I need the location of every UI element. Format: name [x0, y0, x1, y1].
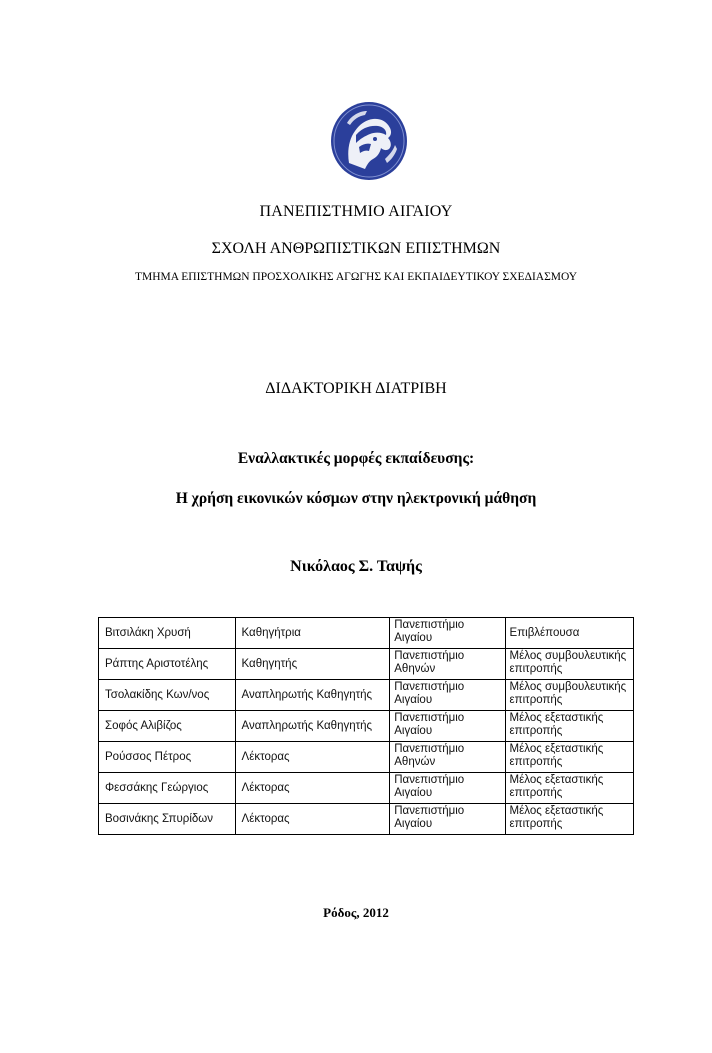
member-title: Καθηγήτρια	[235, 618, 390, 649]
table-row	[99, 804, 634, 835]
member-university: Πανεπιστήμιο Αθηνών	[390, 742, 505, 773]
member-title: Λέκτορας	[235, 773, 390, 804]
table-row	[99, 649, 634, 680]
member-name: Φεσσάκης Γεώργιος	[99, 773, 236, 804]
member-title: Λέκτορας	[235, 804, 390, 835]
member-university: Πανεπιστήμιο Αιγαίου	[390, 804, 505, 835]
place-year: Ρόδος, 2012	[323, 905, 389, 920]
member-title: Αναπληρωτής Καθηγητής	[235, 680, 390, 711]
author-name: Νικόλαος Σ. Ταψής	[290, 558, 422, 575]
member-role: Μέλος εξεταστικής επιτροπής	[505, 742, 633, 773]
committee-table	[98, 617, 634, 835]
member-role: Επιβλέπουσα	[505, 618, 633, 649]
member-role: Μέλος εξεταστικής επιτροπής	[505, 773, 633, 804]
member-university: Πανεπιστήμιο Αθηνών	[390, 649, 505, 680]
document-type: ΔΙΔΑΚΤΟΡΙΚΗ ΔΙΑΤΡΙΒΗ	[265, 380, 447, 397]
member-title: Αναπληρωτής Καθηγητής	[235, 711, 390, 742]
university-seal-icon	[329, 101, 409, 181]
university-name: ΠΑΝΕΠΙΣΤΗΜΙΟ ΑΙΓΑΙΟΥ	[259, 203, 453, 220]
table-row	[99, 742, 634, 773]
thesis-title-line1: Εναλλακτικές μορφές εκπαίδευσης:	[237, 450, 475, 467]
member-name: Σοφός Αλιβίζος	[99, 711, 236, 742]
table-row	[99, 680, 634, 711]
thesis-title-line2: Η χρήση εικονικών κόσμων στην ηλεκτρονική μάθηση	[175, 490, 537, 507]
school-name: ΣΧΟΛΗ ΑΝΘΡΩΠΙΣΤΙΚΩΝ ΕΠΙΣΤΗΜΩΝ	[211, 240, 501, 257]
member-title: Λέκτορας	[235, 742, 390, 773]
member-role: Μέλος συμβουλευτικής επιτροπής	[505, 680, 633, 711]
member-university: Πανεπιστήμιο Αιγαίου	[390, 711, 505, 742]
member-name: Ράπτης Αριστοτέλης	[99, 649, 236, 680]
member-university: Πανεπιστήμιο Αιγαίου	[390, 680, 505, 711]
member-role: Μέλος συμβουλευτικής επιτροπής	[505, 649, 633, 680]
member-name: Βιτσιλάκη Χρυσή	[99, 618, 236, 649]
member-title: Καθηγητής	[235, 649, 390, 680]
member-university: Πανεπιστήμιο Αιγαίου	[390, 773, 505, 804]
member-name: Βοσινάκης Σπυρίδων	[99, 804, 236, 835]
member-role: Μέλος εξεταστικής επιτροπής	[505, 711, 633, 742]
member-name: Τσολακίδης Κων/νος	[99, 680, 236, 711]
table-row	[99, 711, 634, 742]
table-row	[99, 773, 634, 804]
member-name: Ρούσσος Πέτρος	[99, 742, 236, 773]
department-name: ΤΜΗΜΑ ΕΠΙΣΤΗΜΩΝ ΠΡΟΣΧΟΛΙΚΗΣ ΑΓΩΓΗΣ ΚΑΙ ΕΚΠΑΙΔΕΥΤΙΚΟΥ ΣΧΕΔΙΑΣΜΟΥ	[134, 271, 578, 283]
member-university: Πανεπιστήμιο Αιγαίου	[390, 618, 505, 649]
member-role: Μέλος εξεταστικής επιτροπής	[505, 804, 633, 835]
table-row	[99, 618, 634, 649]
